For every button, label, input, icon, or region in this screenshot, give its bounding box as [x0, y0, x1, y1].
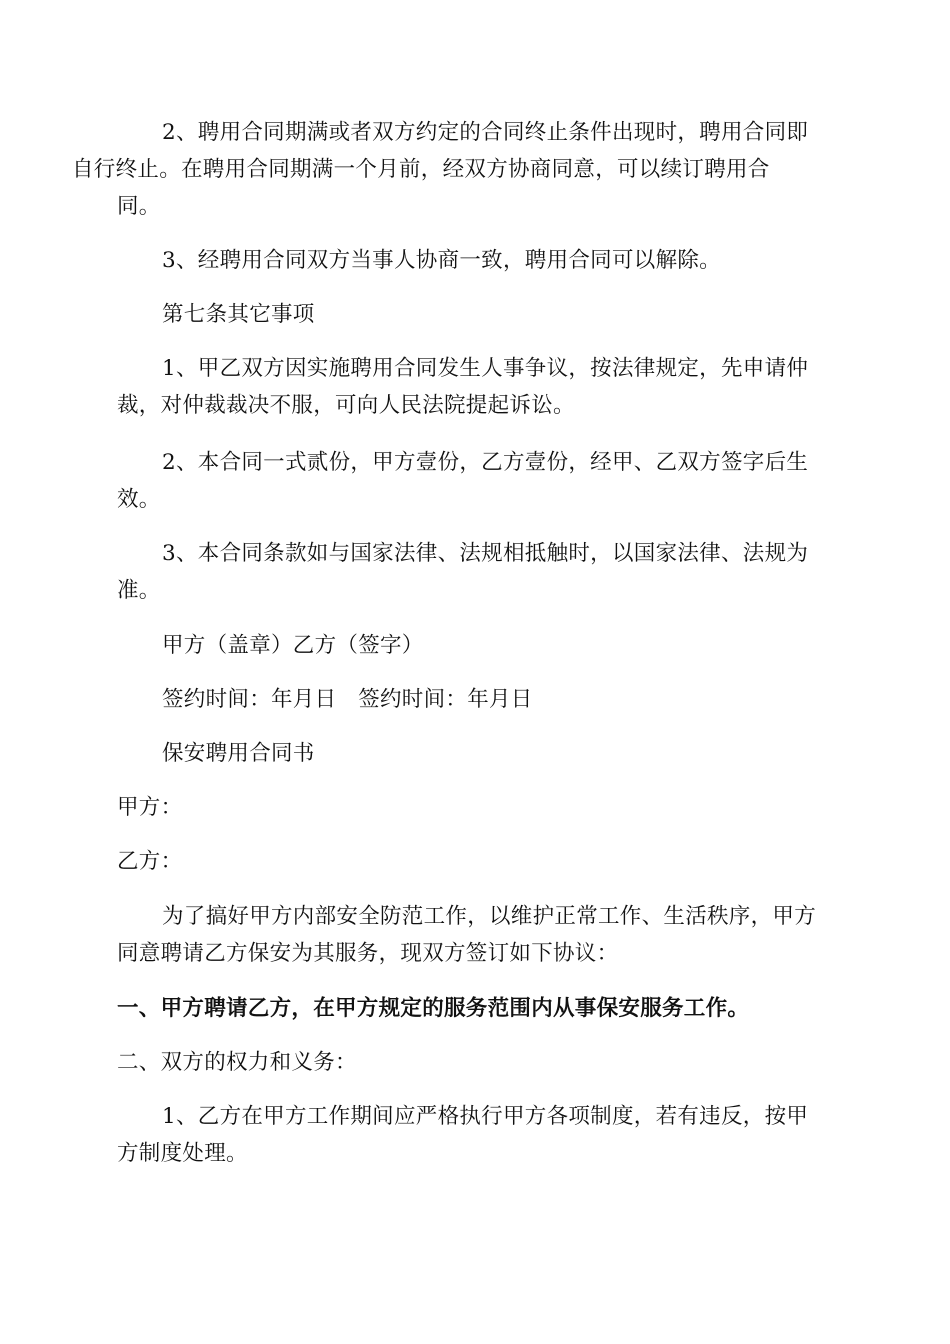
- clause-legal-conflict: [117, 535, 833, 609]
- text-line: 3、本合同条款如与国家法律、法规相抵触时，以国家法律、法规为: [162, 541, 809, 566]
- signature-dates: [117, 681, 833, 718]
- clause-party-b-rules: [117, 1098, 833, 1172]
- text-line: 方制度处理。: [117, 1141, 248, 1166]
- text-line: 准。: [117, 578, 161, 603]
- article-seven-heading: [117, 296, 833, 333]
- text-line: 第七条其它事项: [162, 302, 315, 327]
- text-line: 同。: [117, 194, 161, 219]
- text-line: 自行终止。在聘用合同期满一个月前，经双方协商同意，可以续订聘用合: [72, 157, 770, 182]
- text-line: 签约时间：年月日 签约时间：年月日: [162, 687, 533, 712]
- text-line: 为了搞好甲方内部安全防范工作，以维护正常工作、生活秩序，甲方: [162, 904, 817, 929]
- party-a-label: [117, 789, 833, 826]
- preamble: [117, 898, 833, 972]
- text-line: 1、甲乙双方因实施聘用合同发生人事争议，按法律规定，先申请仲: [162, 356, 809, 381]
- clause-copies: [117, 444, 833, 518]
- section-one-heading: [117, 990, 833, 1027]
- text-line: 乙方：: [117, 849, 183, 874]
- clause-contract-expiry: [72, 114, 833, 225]
- security-contract-title: [117, 735, 833, 772]
- signature-parties: [117, 627, 833, 664]
- section-two-heading: [117, 1044, 833, 1081]
- text-line: 二、双方的权力和义务：: [117, 1050, 357, 1075]
- clause-contract-termination: [117, 242, 833, 279]
- text-line: 2、本合同一式贰份，甲方壹份，乙方壹份，经甲、乙双方签字后生: [162, 450, 809, 475]
- text-line: 甲方（盖章）乙方（签字）: [162, 633, 424, 658]
- text-line: 同意聘请乙方保安为其服务，现双方签订如下协议：: [117, 941, 619, 966]
- party-b-label: [117, 843, 833, 880]
- text-line: 效。: [117, 487, 161, 512]
- text-line: 保安聘用合同书: [162, 741, 315, 766]
- clause-dispute-arbitration: [117, 350, 833, 424]
- text-line: 甲方：: [117, 795, 183, 820]
- text-line: 裁，对仲裁裁决不服，可向人民法院提起诉讼。: [117, 393, 575, 418]
- text-line: 1、乙方在甲方工作期间应严格执行甲方各项制度，若有违反，按甲: [162, 1104, 809, 1129]
- text-line: 一、甲方聘请乙方，在甲方规定的服务范围内从事保安服务工作。: [117, 996, 750, 1021]
- text-line: 3、经聘用合同双方当事人协商一致，聘用合同可以解除。: [162, 248, 721, 273]
- text-line: 2、聘用合同期满或者双方约定的合同终止条件出现时，聘用合同即: [162, 120, 809, 145]
